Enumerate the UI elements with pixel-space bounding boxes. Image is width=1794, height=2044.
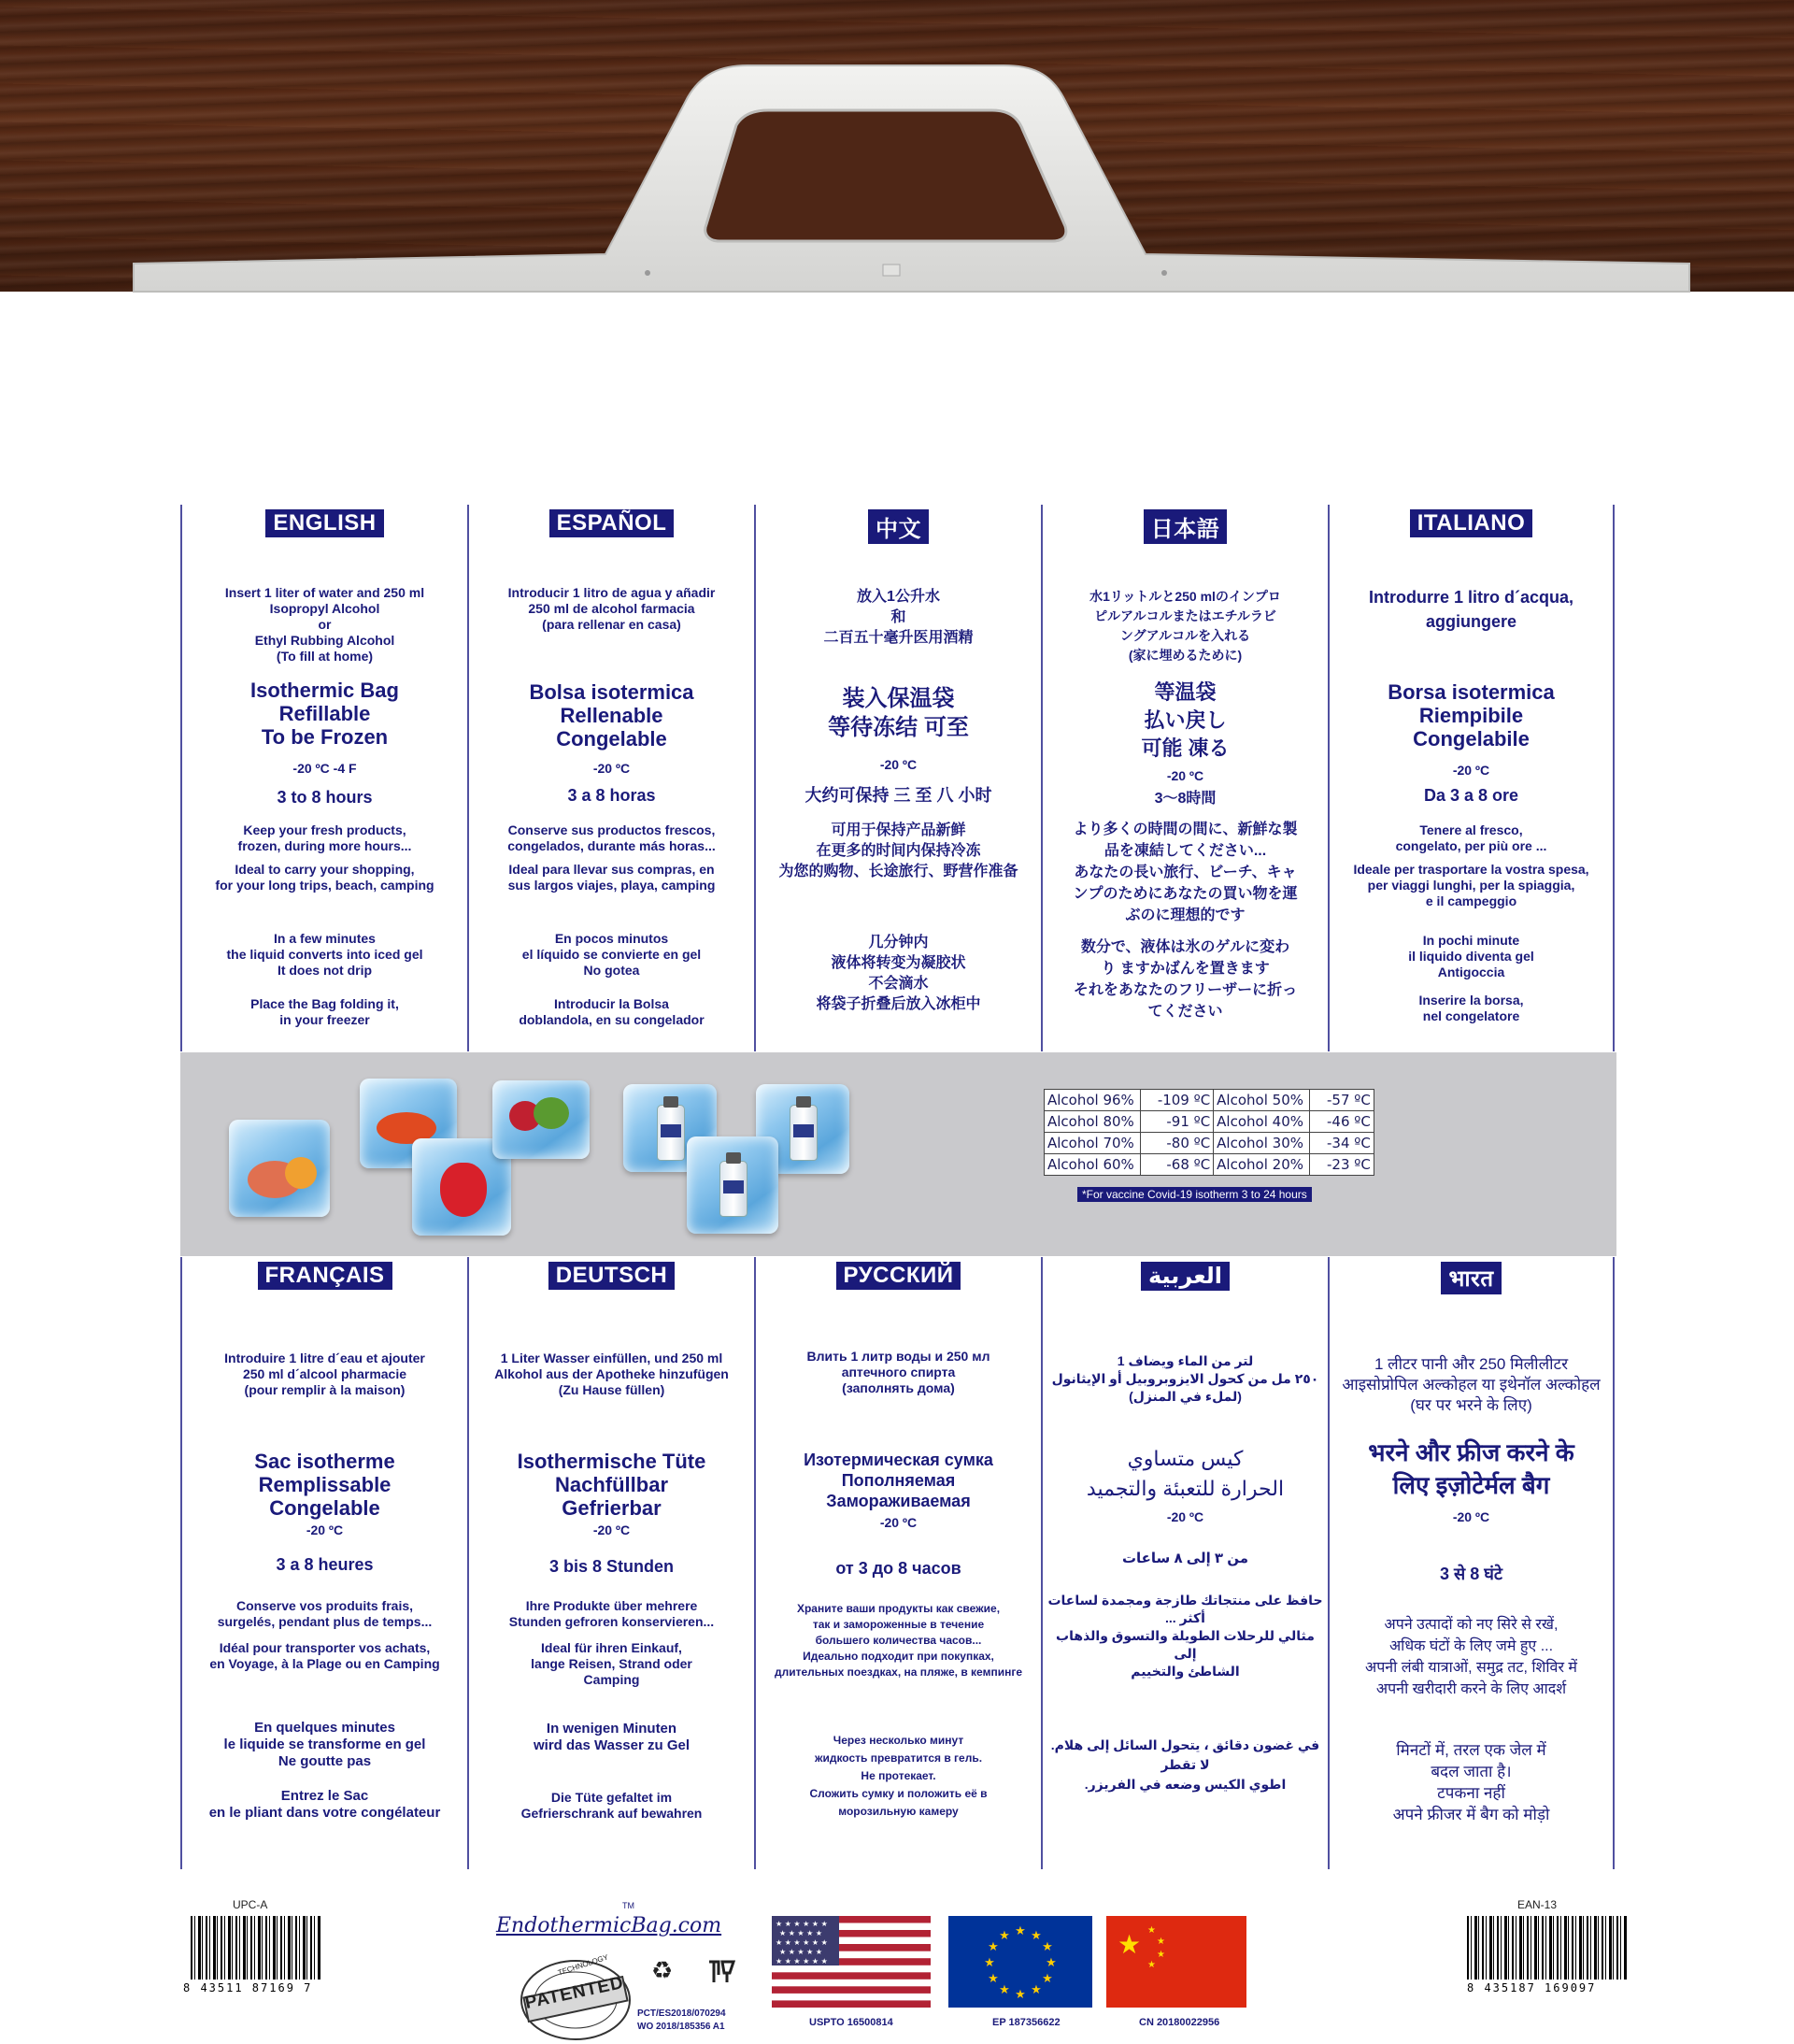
ean-label: EAN-13	[1517, 1898, 1558, 1911]
product-title: 装入保温袋 等待冻结 可至	[828, 686, 969, 740]
svg-text:★: ★	[1147, 1925, 1156, 1936]
lang-label: 中文	[868, 509, 929, 544]
table-cell: Alcohol 20%	[1214, 1154, 1310, 1176]
intro-text: Introdurre 1 litro d´acqua, aggiungere	[1368, 588, 1574, 631]
panel-hindi	[1328, 1257, 1615, 1869]
table-cell: -91 ºC	[1140, 1111, 1213, 1133]
eu-flag-icon	[948, 1916, 1092, 2008]
table-row	[1045, 1133, 1374, 1154]
table-cell: Alcohol 96%	[1045, 1090, 1141, 1111]
upc-barcode	[191, 1916, 321, 1980]
lang-label: FRANÇAIS	[258, 1262, 392, 1290]
table-cell: -46 ºC	[1309, 1111, 1374, 1133]
usa-flag-icon	[772, 1916, 931, 2008]
panel-arabic	[1041, 1257, 1328, 1869]
svg-text:★: ★	[1157, 1937, 1165, 1947]
svg-text:★: ★	[1031, 1983, 1042, 1997]
table-cell: Alcohol 70%	[1045, 1133, 1141, 1154]
panel-deutsch	[467, 1257, 754, 1869]
svg-text:★ ★ ★ ★ ★ ★: ★ ★ ★ ★ ★ ★	[776, 1957, 828, 1965]
panel-chinese	[754, 505, 1041, 1051]
product-title: Sac isotherme Remplissable Congelable	[254, 1450, 395, 1520]
minutes-text: मिनटों में, तरल एक जेल में बदल जाता है। टपकना नहीं अपने फ्रीजर में बैग को मोड़ो	[1392, 1741, 1550, 1823]
ideal-text: Ideale per trasportare la vostra spesa, per viaggi lunghi, per la spiaggia, e il campeggio	[1353, 862, 1589, 908]
brand-logo: EndothermicBag.com	[496, 1914, 722, 1937]
lang-label: भारत	[1441, 1262, 1501, 1294]
lang-label: ESPAÑOL	[549, 509, 675, 537]
svg-text:★: ★	[1042, 1940, 1053, 1954]
svg-text:★: ★	[999, 1929, 1010, 1943]
ice-cube-vial-image	[687, 1136, 778, 1234]
svg-text:★ ★ ★ ★ ★: ★ ★ ★ ★ ★	[779, 1929, 823, 1937]
lang-label: ENGLISH	[265, 509, 383, 537]
hours: от 3 до 8 часов	[835, 1559, 961, 1578]
keep-text: Keep your fresh products, frozen, during more hours...	[237, 822, 412, 853]
temperature: -20 ºC -4 F	[292, 761, 357, 776]
panel-francais	[180, 1257, 467, 1869]
keep-text: Tenere al fresco, congelato, per più ore ...	[1395, 822, 1547, 853]
intro-text: Влить 1 литр воды и 250 мл аптечного спирта (заполнять дома)	[806, 1349, 990, 1395]
svg-text:★: ★	[1046, 1956, 1057, 1970]
intro-text: 1 Liter Wasser einfüllen, und 250 ml Alkohol aus der Apotheke hinzufügen (Zu Hause füllen)	[494, 1351, 729, 1397]
trademark-mark: TM	[622, 1901, 634, 1910]
panel-japanese	[1041, 505, 1328, 1051]
svg-text:★ ★ ★ ★ ★ ★: ★ ★ ★ ★ ★ ★	[776, 1920, 828, 1928]
temperature: -20 ºC	[592, 1522, 631, 1537]
table-cell: -109 ºC	[1140, 1090, 1213, 1111]
svg-text:★: ★	[1015, 1924, 1026, 1938]
table-cell: -68 ºC	[1140, 1154, 1213, 1176]
upc-digits: 8 43511 87169 7	[183, 1981, 313, 1994]
svg-text:★: ★	[999, 1983, 1010, 1997]
minutes-text: En quelques minutes le liquide se transforme en gel Ne goutte pas	[223, 1720, 426, 1769]
ideal-text: Ideal für ihren Einkauf, lange Reisen, Strand oder Camping	[531, 1640, 692, 1687]
ice-cube-vegetables-image	[492, 1080, 590, 1159]
alcohol-freezing-table	[1044, 1089, 1374, 1176]
keep-text: Conserve sus productos frescos, congelados, durante más horas...	[507, 822, 716, 853]
table-cell: -80 ºC	[1140, 1133, 1213, 1154]
hours: 大约可保持 三 至 八 小时	[804, 786, 992, 805]
svg-text:★: ★	[1118, 1929, 1142, 1960]
table-cell: Alcohol 30%	[1214, 1133, 1310, 1154]
ideal-text: Ideal to carry your shopping, for your long trips, beach, camping	[215, 862, 434, 893]
panel-english	[180, 505, 467, 1051]
lang-label: 日本語	[1144, 509, 1228, 544]
table-row	[1045, 1090, 1374, 1111]
keep-text: حافظ على منتجاتك طازجة ومجمدة لساعات أكثر ... مثالي للرحلات الطويلة والتسوق والذهاب إلى الشاطئ والتخييم	[1047, 1593, 1323, 1679]
hours: 3 a 8 horas	[567, 786, 656, 805]
product-title: भरने और फ्रीज करने के लिए इज़ोटेर्मल बैग	[1368, 1438, 1574, 1499]
ean-digits: 8 435187 169097	[1467, 1981, 1597, 1994]
temperature: -20 ºC	[1452, 763, 1490, 778]
cn-number: CN 20180022956	[1139, 2017, 1220, 2028]
keep-text: より多くの時間の間に、新鮮な製 品を凍結してください... あなたの長い旅行、ビーチ、キャ ンプのためにあなたの買い物を運 ぶのに理想的です	[1073, 822, 1298, 923]
hours: 3 से 8 घंटे	[1440, 1565, 1502, 1583]
hours: 3 to 8 hours	[277, 788, 373, 807]
table-cell: Alcohol 60%	[1045, 1154, 1141, 1176]
svg-text:★: ★	[1157, 1950, 1165, 1960]
product-title: Bolsa isotermica Rellenable Congelable	[529, 680, 694, 750]
minutes-text: 数分で、液体は氷のゲルに変わ り ますかばんを置きます それをあなたのフリーザーに折っ てください	[1073, 939, 1298, 1020]
hours: من ٣ إلى ٨ ساعات	[1121, 1551, 1249, 1566]
table-cell: -34 ºC	[1309, 1133, 1374, 1154]
minutes-text: En pocos minutos el líquido se convierte en gel No gotea	[521, 931, 702, 978]
temperature: -20 ºC	[592, 761, 631, 776]
table-cell: -57 ºC	[1309, 1090, 1374, 1111]
intro-text: Insert 1 liter of water and 250 ml Isopropyl Alcohol or Ethyl Rubbing Alcohol (To fill at home)	[224, 585, 425, 664]
svg-text:★ ★ ★ ★ ★: ★ ★ ★ ★ ★	[779, 1948, 823, 1956]
place-text: Introducir la Bolsa doblandola, en su congelador	[519, 996, 705, 1027]
vaccine-note: *For vaccine Covid-19 isotherm 3 to 24 hours	[1077, 1187, 1312, 1202]
svg-text:★: ★	[1031, 1929, 1042, 1943]
recycle-icon: ♻	[651, 1956, 674, 1984]
seal-ring-text: TECHNOLOGY	[556, 1952, 610, 1978]
panel-italiano	[1328, 505, 1615, 1051]
hours: Da 3 a 8 ore	[1423, 786, 1519, 805]
minutes-text: Через несколько минут жидкость превратится в гель. Не протекает. Сложить сумку и положить её в морозильную камеру	[809, 1734, 988, 1818]
intro-text: لتر من الماء ويضاف 1 ٢٥٠ مل من كحول الايزوبروبيل أو الإيثانول (لملء في المنزل)	[1051, 1353, 1319, 1404]
svg-text:★: ★	[1015, 1988, 1026, 2002]
temperature: -20 ºC	[306, 1522, 344, 1537]
bag-handle-image	[0, 0, 1794, 299]
svg-text:★: ★	[1147, 1960, 1156, 1970]
info-band	[180, 1052, 1616, 1256]
uspto-number: USPTO 16500814	[809, 2017, 893, 2028]
hours: 3 a 8 heures	[276, 1555, 374, 1574]
keep-text: Conserve vos produits frais, surgelés, pendant plus de temps...	[217, 1598, 433, 1629]
keep-text: अपने उत्पादों को नए सिरे से रखें, अधिक घंटों के लिए जमे हुए ... अपनी लंबी यात्राओं, समुद्र तट, शिविर में अपनी खरीदारी करने के लिए आदर्श	[1364, 1617, 1578, 1697]
intro-text: Introducir 1 litro de agua y añadir 250 ml de alcohol farmacia (para rellenar en casa)	[507, 585, 716, 632]
temperature: -20 ºC	[879, 1515, 918, 1530]
keep-text: Храните ваши продукты как свежие, так и замороженные в течение большего количества часов... Идеально подходит при покупках, длительных поездках, на пляже, в кемпинге	[774, 1602, 1022, 1679]
seal-text: PATENTED	[523, 1973, 626, 2013]
temperature: -20 ºC	[1452, 1509, 1490, 1524]
table-row	[1045, 1154, 1374, 1176]
lang-label: ITALIANO	[1410, 509, 1533, 537]
food-safe-icon	[705, 1958, 737, 1986]
place-text: Inserire la borsa, nel congelatore	[1418, 993, 1524, 1023]
minutes-text: In wenigen Minuten wird das Wasser zu Gel	[534, 1721, 690, 1753]
panel-espanol	[467, 505, 754, 1051]
intro-text: 水1リットルと250 mlのインプロ ピルアルコルまたはエチルラビ ングアルコルを入れる (家に埋めるために)	[1089, 589, 1281, 663]
place-text: Die Tüte gefaltet im Gefrierschrank auf bewahren	[520, 1790, 703, 1821]
minutes-text: In a few minutes the liquid converts into iced gel It does not drip	[226, 931, 423, 978]
keep-text: Ihre Produkte über mehrere Stunden gefroren konservieren...	[508, 1598, 715, 1629]
panel-russian	[754, 1257, 1041, 1869]
table-cell: Alcohol 50%	[1214, 1090, 1310, 1111]
lang-label: العربية	[1141, 1262, 1230, 1291]
keep-text: 可用于保持产品新鲜 在更多的时间内保持冷冻 为您的购物、长途旅行、野营作准备	[778, 822, 1018, 879]
table-cell: Alcohol 40%	[1214, 1111, 1310, 1133]
lang-label: DEUTSCH	[548, 1262, 676, 1290]
product-title: Isothermic Bag Refillable To be Frozen	[250, 679, 399, 749]
svg-text:★ ★ ★ ★ ★ ★: ★ ★ ★ ★ ★ ★	[776, 1938, 828, 1947]
svg-text:★: ★	[1042, 1972, 1053, 1986]
temperature: -20 ºC	[1166, 1509, 1204, 1524]
temperature: -20 ºC	[879, 757, 918, 772]
china-flag-icon	[1106, 1916, 1246, 2008]
intro-text: 放入1公升水 和 二百五十毫升医用酒精	[823, 589, 974, 646]
ideal-text: Idéal pour transporter vos achats, en Voyage, à la Plage ou en Camping	[209, 1640, 440, 1671]
ean-barcode	[1467, 1916, 1628, 1980]
hours: 3 bis 8 Stunden	[548, 1557, 675, 1576]
table-cell: Alcohol 80%	[1045, 1111, 1141, 1133]
minutes-text: In pochi minute il liquido diventa gel Antigoccia	[1408, 933, 1534, 979]
minutes-text: 几分钟内 液体将转变为凝胶状 不会滴水 将袋子折叠后放入冰柜中	[816, 935, 981, 1012]
ep-number: EP 187356622	[992, 2017, 1061, 2028]
place-text: Entrez le Sac en le pliant dans votre congélateur	[208, 1788, 441, 1821]
product-title: 等温袋 払い戻し 可能 凍る	[1141, 680, 1230, 760]
ideal-text: Ideal para llevar sus compras, en sus largos viajes, playa, camping	[507, 862, 716, 893]
table-cell: -23 ºC	[1309, 1154, 1374, 1176]
table-row	[1045, 1111, 1374, 1133]
product-title: Изотермическая сумка Пополняемая Замораживаемая	[804, 1451, 993, 1510]
temperature: -20 ºC	[1166, 768, 1204, 783]
pct-number: PCT/ES2018/070294	[637, 2008, 726, 2019]
minutes-text: في غضون دقائق ، يتحول السائل إلى هلام. لا تقطر اطوي الكيس وضعه في الفريزر.	[1050, 1737, 1320, 1792]
intro-text: Introduire 1 litre d´eau et ajouter 250 ml d´alcool pharmacie (pour remplir à la maison)	[224, 1351, 425, 1397]
upc-label: UPC-A	[233, 1898, 268, 1911]
product-title: كيس متساوي الحرارة للتعبئة والتجميد	[1086, 1447, 1285, 1500]
intro-text: 1 लीटर पानी और 250 मिलीलीटर आइसोप्रोपिल अल्कोहल या इथेनॉल अल्कोहल (घर पर भरने के लिए)	[1342, 1355, 1601, 1414]
lang-label: РУССКИЙ	[836, 1262, 961, 1290]
wo-number: WO 2018/185356 A1	[637, 2022, 725, 2032]
product-title: Borsa isotermica Riempibile Congelabile	[1388, 680, 1555, 750]
product-title: Isothermische Tüte Nachfüllbar Gefrierbar	[517, 1450, 706, 1520]
ice-cube-fish-image	[229, 1120, 330, 1217]
svg-text:★: ★	[984, 1956, 995, 1970]
svg-text:★: ★	[988, 1940, 999, 1954]
place-text: Place the Bag folding it, in your freezer	[250, 996, 399, 1027]
hours: 3～8時間	[1154, 791, 1217, 807]
svg-text:★: ★	[988, 1972, 999, 1986]
